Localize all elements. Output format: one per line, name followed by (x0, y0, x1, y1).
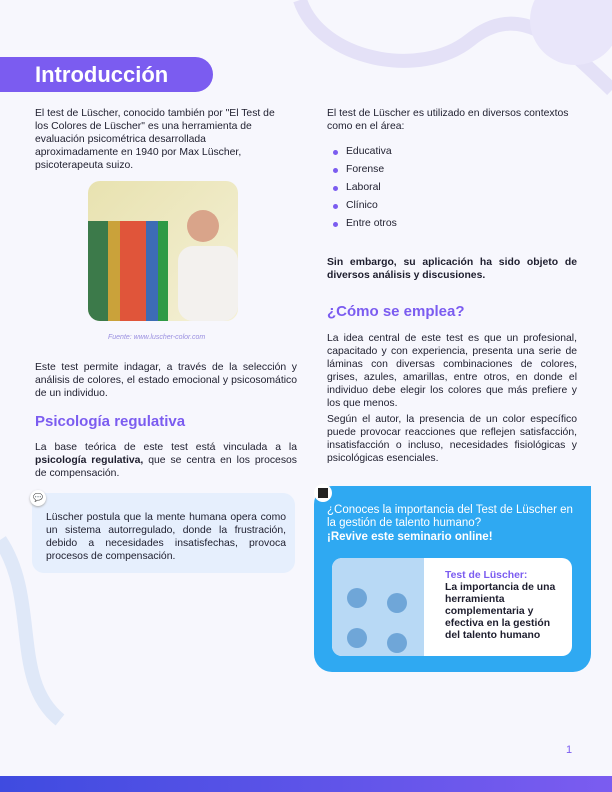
promo-text (445, 570, 560, 642)
paragraph-segun-autor: Según el autor, la presencia de un color específico puede provocar reacciones que reflejen satisfacción, insatisfacción o incluso, necesidades fisiológicas y psicológicas esenciales. (327, 414, 577, 464)
list-item: Educativa (333, 146, 397, 164)
list-item: Entre otros (333, 218, 397, 236)
text: La base teórica de este test está vinculada a la (35, 442, 297, 453)
people-illustration (332, 558, 424, 656)
text: que se centra en los procesos de compensación. (35, 455, 297, 479)
bold-statement: Sin embargo, su aplicación ha sido objeto de diversos análisis y discusiones. (327, 257, 577, 281)
contexts-paragraph: El test de Lüscher es utilizado en diversos contextos como en el área: (327, 108, 569, 132)
intro-paragraph: El test de Lüscher, conocido también por "El Test de los Colores de Lüscher" es una herramienta de evaluación psicométrica desarrollada aproximadamente en 1940 por Max Lüscher, psicoterapeuta suizo. (35, 108, 275, 171)
paragraph-indagar: Este test permite indagar, a través de la selección y análisis de colores, el estado emocional y psicosomático de un individuo. (35, 362, 297, 399)
card-cta: ¡Revive este seminario online! (327, 531, 493, 543)
footer-bar (0, 776, 612, 792)
list-item: Clínico (333, 200, 397, 218)
paragraph-idea-central: La idea central de este test es que un profesional, capacitado y con experiencia, presenta una serie de láminas con diversas combinaciones de colores, grises, azules, amarillas, entre otros, en donde el individuo debe elegir los colores que más prefiere y los que menos. (327, 333, 577, 409)
quote-box (32, 493, 295, 573)
areas-list (333, 146, 397, 236)
page-number: 1 (566, 744, 573, 756)
page-title: Introducción (0, 57, 213, 92)
laptop-icon (314, 484, 332, 502)
speech-bubble-icon: 💬 (30, 490, 46, 506)
heading-psicologia-regulativa: Psicología regulativa (35, 413, 186, 430)
promo-body: La importancia de una herramienta complementaria y efectiva en la gestión del talento humano (445, 582, 556, 641)
max-luscher-photo (88, 181, 238, 321)
promo-title: Test de Lüscher: (445, 570, 528, 581)
quote-text: Lüscher postula que la mente humana opera como un sistema autorregulado, donde la frustración, debido a necesidades insatisfechas, provoca procesos de compensación. (46, 512, 286, 562)
seminar-thumbnail[interactable] (332, 558, 572, 656)
heading-como-se-emplea: ¿Cómo se emplea? (327, 303, 465, 320)
list-item: Forense (333, 164, 397, 182)
photo-caption: Fuente: www.luscher-color.com (108, 334, 206, 341)
list-item: Laboral (333, 182, 397, 200)
bold-term: psicología regulativa, (35, 455, 144, 466)
paragraph-base-teorica (35, 441, 297, 480)
card-question: ¿Conoces la importancia del Test de Lüscher en la gestión de talento humano? (327, 504, 573, 529)
photo-illustration (88, 181, 238, 321)
